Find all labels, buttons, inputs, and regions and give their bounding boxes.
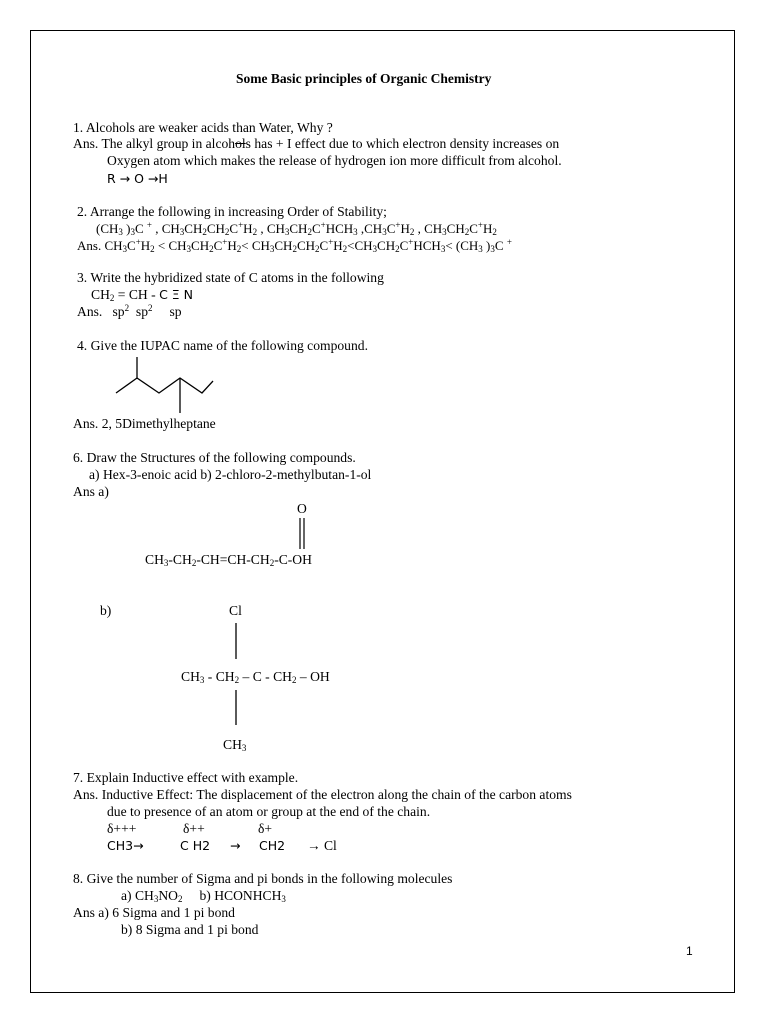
inductive-chain-arrow: → <box>230 838 241 853</box>
question-2-list: ($CH_3$ )$_3C$ + , $CH_3CH_2CH_2C^+H_2$ , $CH_3CH_2C^+HCH_3$ $,CH_3C^+H_2$ , $CH_3CH_2C^+H_2$ <box>96 220 497 237</box>
question-6-parts: a) Hex-3-enoic acid b) 2-chloro-2-methylbutan-1-ol <box>89 467 372 482</box>
answer-6-label: Ans a) <box>73 484 109 499</box>
inductive-chain-ch3: CH3→ <box>107 838 144 853</box>
question-3-formula: $CH_2$ = CH - C Ξ N <box>91 287 193 303</box>
page-title: Some Basic principles of Organic Chemistry <box>236 71 492 86</box>
page-number: 1 <box>686 944 693 958</box>
inductive-chain-ch2-b: CH2 <box>259 838 286 853</box>
answer-4: Ans. 2, 5Dimethylheptane <box>73 416 216 431</box>
answer-2: Ans. $CH_3C^+H_2 < CH_3CH_2C^+H_2< CH_3CH_2CH_2C^+H_2<CH_3CH_2C^+HCH_3< (CH_3$ )$_3C$ + <box>77 237 512 254</box>
delta-1: δ+++ <box>107 821 137 836</box>
answer-1-strike: ol <box>235 136 246 151</box>
answer-8b: b) 8 Sigma and 1 pi bond <box>121 922 259 937</box>
delta-3: δ+ <box>258 821 273 836</box>
answer-1-line2: Oxygen atom which makes the release of hydrogen ion more difficult from alcohol. <box>107 153 562 168</box>
question-2: 2. Arrange the following in increasing Order of Stability; <box>77 204 387 219</box>
answer-7-line2: due to presence of an atom or group at the end of the chain. <box>107 804 431 819</box>
question-3: 3. Write the hybridized state of C atoms in the following <box>77 270 384 285</box>
question-8-parts: a) $CH_3NO_2$ b) $HCONHCH_3$ <box>121 888 286 904</box>
question-6: 6. Draw the Structures of the following compounds. <box>73 450 356 465</box>
question-7: 7. Explain Inductive effect with example. <box>73 770 299 785</box>
answer-1-scheme: R → O →H <box>107 171 168 186</box>
question-1: 1. Alcohols are weaker acids than Water, Why ? <box>73 120 333 135</box>
answer-7-line1: Ans. Inductive Effect: The displacement of the electron along the chain of the carbon atoms <box>73 787 572 802</box>
question-4: 4. Give the IUPAC name of the following compound. <box>77 338 368 353</box>
inductive-chain-ch2-a: C H2 <box>180 838 211 853</box>
hex-3-enoic-acid-formula: $CH_3-CH_2-CH=CH-CH_2-C-OH$ <box>145 552 312 568</box>
answer-8a: Ans a) 6 Sigma and 1 pi bond <box>73 905 235 920</box>
chlorobutanol-chain: $CH_3 - CH_2$ – C - $CH_2$ – OH <box>181 669 330 685</box>
answer-6b-label: b) <box>100 603 112 618</box>
question-8: 8. Give the number of Sigma and pi bonds in the following molecules <box>73 871 453 886</box>
answer-3: Ans. $sp^2$ $sp^2$ sp <box>77 303 182 319</box>
answer-1-text-b: s has + I effect due to which electron density increases on <box>245 136 560 151</box>
carbonyl-oxygen: O <box>297 501 307 516</box>
chlorine-substituent: Cl <box>229 603 242 618</box>
inductive-chain-cl: → Cl <box>307 838 337 853</box>
methyl-substituent: $CH_3$ <box>223 737 247 753</box>
answer-1-text-a: Ans. The alkyl group in alcoh <box>73 136 236 151</box>
delta-2: δ++ <box>183 821 205 836</box>
